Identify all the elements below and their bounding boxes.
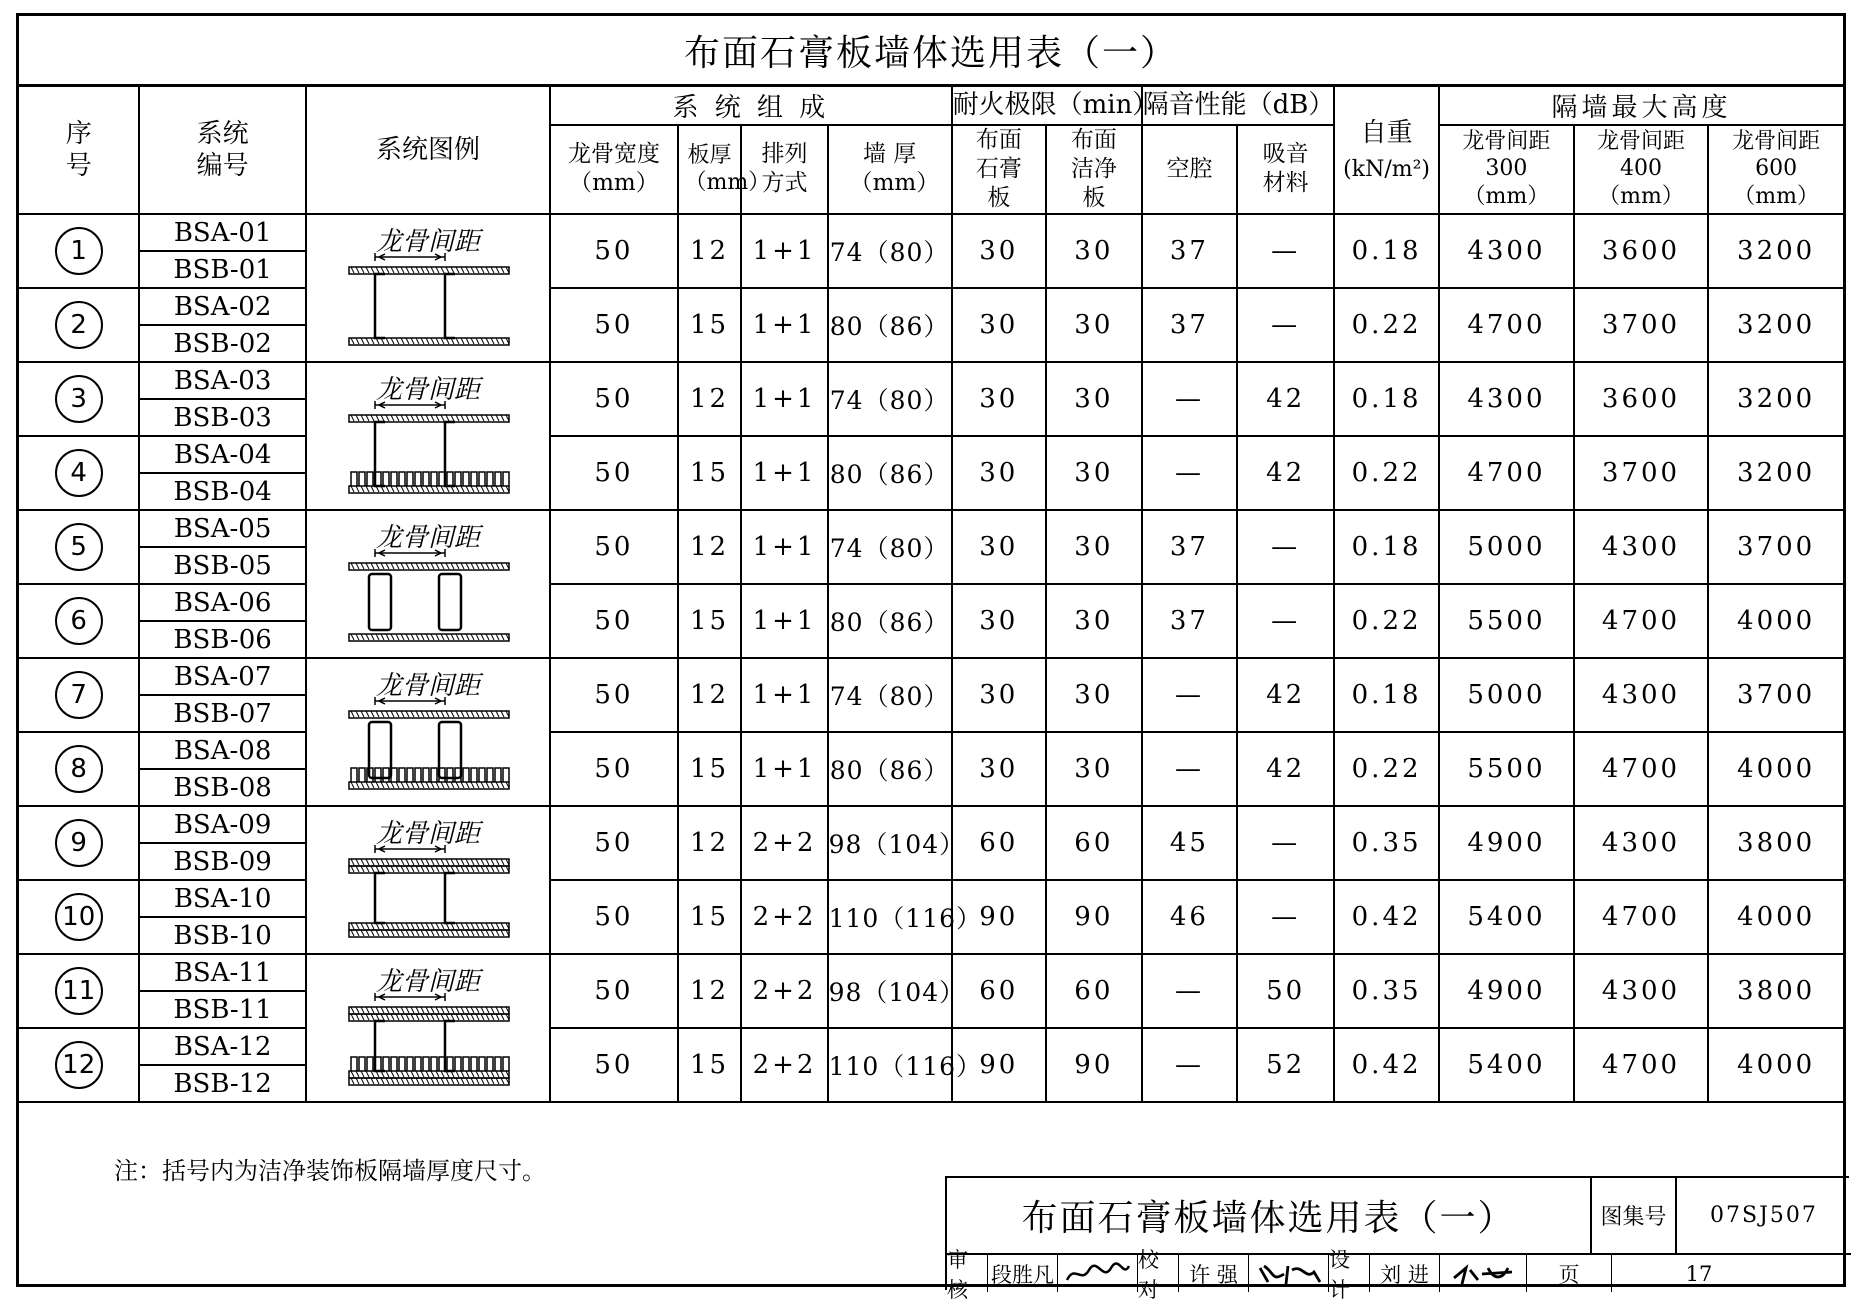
cell-arr: 2+2 [741,806,827,880]
cell-arr: 1+1 [741,288,827,362]
header-wall-thickness: 墙 厚（mm） [828,125,952,214]
cell-keel: 50 [550,732,677,806]
system-code-a: BSA-03 [139,362,305,399]
cell-h600: 3800 [1708,954,1843,1028]
check-label: 校对 [1138,1255,1179,1292]
seq-circle: 10 [55,893,103,941]
system-code-b: BSB-02 [139,325,305,362]
cell-cavity: 37 [1142,510,1238,584]
header-h600: 龙骨间距600（mm） [1708,125,1843,214]
cell-wall: 110（116） [828,880,952,954]
cell-absorb: — [1237,880,1334,954]
cell-h600: 3800 [1708,806,1843,880]
system-code-b: BSB-09 [139,843,305,880]
cell-weight: 0.42 [1334,880,1439,954]
cell-fire2: 30 [1046,658,1142,732]
cell-h400: 3600 [1574,362,1709,436]
cell-absorb: 42 [1237,436,1334,510]
header-max-height: 隔墙最大高度 [1439,86,1843,125]
cell-fire2: 30 [1046,436,1142,510]
cell-h600: 3200 [1708,362,1843,436]
cell-weight: 0.35 [1334,806,1439,880]
header-h400: 龙骨间距400（mm） [1574,125,1709,214]
cell-cavity: — [1142,1028,1238,1102]
seq-circle: 5 [55,523,103,571]
cell-h600: 3200 [1708,288,1843,362]
cell-keel: 50 [550,658,677,732]
cell-fire1: 90 [952,1028,1046,1102]
cell-absorb: 50 [1237,954,1334,1028]
cell-weight: 0.22 [1334,436,1439,510]
system-code-b: BSB-06 [139,621,305,658]
table-row [19,1028,1843,1065]
cell-h600: 4000 [1708,584,1843,658]
cell-h300: 4300 [1439,214,1574,288]
reviewer-signature [1058,1255,1138,1292]
cell-cavity: 37 [1142,584,1238,658]
system-code-a: BSA-01 [139,214,305,251]
cell-keel: 50 [550,362,677,436]
cell-h300: 4300 [1439,362,1574,436]
seq-circle: 7 [55,671,103,719]
weight-unit: (kN/m²) [1343,156,1431,182]
table-row [19,732,1843,769]
seq-circle: 11 [55,967,103,1015]
system-code-b: BSB-07 [139,695,305,732]
cell-wall: 80（86） [828,288,952,362]
table-row [19,954,1843,991]
cell-arr: 2+2 [741,1028,827,1102]
cell-weight: 0.35 [1334,954,1439,1028]
cell-cavity: — [1142,954,1238,1028]
header-sound: 隔音性能（dB） [1142,86,1334,125]
cell-arr: 1+1 [741,362,827,436]
system-code-a: BSA-05 [139,510,305,547]
cell-h300: 5500 [1439,732,1574,806]
seq-circle: 6 [55,597,103,645]
header-sound-cavity: 空腔 [1142,125,1238,214]
cell-h300: 5500 [1439,584,1574,658]
cell-fire1: 90 [952,880,1046,954]
cell-fire1: 60 [952,954,1046,1028]
cell-absorb: — [1237,584,1334,658]
cell-fire1: 30 [952,436,1046,510]
cell-weight: 0.18 [1334,510,1439,584]
cell-wall: 98（104） [828,806,952,880]
system-code-a: BSA-02 [139,288,305,325]
cell-keel: 50 [550,880,677,954]
seq-cell [19,510,139,584]
cell-board: 15 [678,880,742,954]
keel-spacing-label: 龙骨间距 [376,819,481,849]
cell-weight: 0.18 [1334,214,1439,288]
cell-keel: 50 [550,954,677,1028]
seq-cell [19,1028,139,1102]
review-label: 审核 [947,1255,988,1292]
cell-board: 15 [678,288,742,362]
system-code-b: BSB-01 [139,251,305,288]
cell-h600: 3700 [1708,510,1843,584]
header-fire-clean: 布面洁净板 [1046,125,1142,214]
cell-cavity: 37 [1142,214,1238,288]
cell-arr: 2+2 [741,880,827,954]
cell-weight: 0.42 [1334,1028,1439,1102]
system-code-a: BSA-12 [139,1028,305,1065]
cell-h300: 5400 [1439,880,1574,954]
cell-keel: 50 [550,214,677,288]
cell-fire1: 30 [952,214,1046,288]
cell-fire2: 90 [1046,1028,1142,1102]
keel-spacing-label: 龙骨间距 [376,375,481,405]
footnote: 注：括号内为洁净装饰板隔墙厚度尺寸。 [114,1157,546,1185]
cell-h400: 4300 [1574,806,1709,880]
table-row [19,584,1843,621]
cell-weight: 0.18 [1334,362,1439,436]
cell-h400: 3700 [1574,288,1709,362]
cell-cavity: 46 [1142,880,1238,954]
cell-h400: 4700 [1574,1028,1709,1102]
cell-board: 12 [678,954,742,1028]
seq-cell [19,954,139,1028]
cell-board: 15 [678,1028,742,1102]
cell-wall: 110（116） [828,1028,952,1102]
seq-cell [19,584,139,658]
system-code-a: BSA-09 [139,806,305,843]
cell-fire2: 30 [1046,214,1142,288]
system-code-a: BSA-04 [139,436,305,473]
seq-cell [19,288,139,362]
cell-cavity: — [1142,436,1238,510]
cell-fire1: 30 [952,732,1046,806]
cell-h300: 5000 [1439,658,1574,732]
system-code-a: BSA-07 [139,658,305,695]
header-composition: 系 统 组 成 [550,86,951,125]
system-diagram-cell [306,362,550,510]
cell-cavity: — [1142,732,1238,806]
system-code-a: BSA-10 [139,880,305,917]
cell-wall: 74（80） [828,362,952,436]
cell-arr: 2+2 [741,954,827,1028]
cell-board: 12 [678,214,742,288]
reviewer-name: 段胜凡 [988,1255,1058,1292]
cell-h300: 4900 [1439,806,1574,880]
cell-keel: 50 [550,436,677,510]
cell-h400: 4700 [1574,584,1709,658]
cell-h600: 3200 [1708,214,1843,288]
table-row [19,214,1843,251]
cell-weight: 0.18 [1334,658,1439,732]
seq-circle: 4 [55,449,103,497]
title-block-title: 布面石膏板墙体选用表（一） [947,1178,1592,1255]
cell-h600: 4000 [1708,732,1843,806]
seq-cell [19,362,139,436]
cell-h300: 4900 [1439,954,1574,1028]
cell-fire1: 30 [952,584,1046,658]
cell-arr: 1+1 [741,584,827,658]
cell-fire2: 30 [1046,510,1142,584]
system-code-a: BSA-06 [139,584,305,621]
table-row [19,510,1843,547]
header-seq: 序号 [19,86,139,214]
system-code-b: BSB-04 [139,473,305,510]
cell-h400: 4300 [1574,658,1709,732]
cell-absorb: — [1237,806,1334,880]
cell-fire2: 30 [1046,288,1142,362]
table-row [19,880,1843,917]
header-system-code: 系统编号 [139,86,305,214]
cell-fire1: 30 [952,362,1046,436]
seq-circle: 3 [55,375,103,423]
cell-h400: 3700 [1574,436,1709,510]
system-diagram-cell [306,510,550,658]
cell-h600: 3700 [1708,658,1843,732]
cell-arr: 1+1 [741,658,827,732]
keel-spacing-label: 龙骨间距 [376,227,481,257]
cell-wall: 74（80） [828,510,952,584]
checker-name: 许 强 [1179,1255,1249,1292]
cell-h300: 5000 [1439,510,1574,584]
table-row [19,658,1843,695]
cell-h400: 4700 [1574,880,1709,954]
cell-fire1: 30 [952,510,1046,584]
seq-cell [19,436,139,510]
cell-wall: 80（86） [828,584,952,658]
cell-cavity: 37 [1142,288,1238,362]
cell-absorb: — [1237,510,1334,584]
system-code-a: BSA-11 [139,954,305,991]
keel-spacing-label: 龙骨间距 [376,671,481,701]
cell-h300: 5400 [1439,1028,1574,1102]
system-code-b: BSB-03 [139,399,305,436]
cell-cavity: — [1142,362,1238,436]
cell-wall: 80（86） [828,732,952,806]
cell-board: 15 [678,436,742,510]
wall-selection-table [19,85,1843,1103]
cell-arr: 1+1 [741,436,827,510]
cell-h300: 4700 [1439,288,1574,362]
cell-wall: 74（80） [828,658,952,732]
page-number: 17 [1685,1261,1713,1286]
keel-spacing-label: 龙骨间距 [376,523,481,553]
seq-cell [19,732,139,806]
cell-weight: 0.22 [1334,732,1439,806]
header-h300: 龙骨间距300（mm） [1439,125,1574,214]
table-row [19,362,1843,399]
cell-cavity: — [1142,658,1238,732]
seq-circle: 8 [55,745,103,793]
header-sound-absorb: 吸音材料 [1237,125,1334,214]
seq-circle: 2 [55,301,103,349]
cell-board: 12 [678,806,742,880]
title-block [945,1176,1849,1302]
cell-arr: 1+1 [741,214,827,288]
cell-fire1: 30 [952,658,1046,732]
cell-keel: 50 [550,806,677,880]
cell-keel: 50 [550,288,677,362]
seq-cell [19,214,139,288]
cell-fire2: 90 [1046,880,1142,954]
checker-signature [1249,1255,1329,1292]
cell-absorb: 42 [1237,362,1334,436]
table-row [19,806,1843,843]
header-system-diagram: 系统图例 [306,86,550,214]
cell-wall: 80（86） [828,436,952,510]
cell-cavity: 45 [1142,806,1238,880]
system-code-b: BSB-08 [139,769,305,806]
designer-signature [1440,1255,1527,1292]
cell-board: 15 [678,732,742,806]
system-code-b: BSB-05 [139,547,305,584]
cell-h600: 4000 [1708,1028,1843,1102]
cell-h400: 3600 [1574,214,1709,288]
cell-h600: 4000 [1708,880,1843,954]
cell-weight: 0.22 [1334,584,1439,658]
atlas-label: 图集号 [1592,1178,1677,1255]
cell-absorb: 52 [1237,1028,1334,1102]
cell-wall: 74（80） [828,214,952,288]
cell-absorb: 42 [1237,658,1334,732]
page-title: 布面石膏板墙体选用表（一） [19,16,1843,86]
seq-cell [19,658,139,732]
cell-absorb: — [1237,288,1334,362]
cell-fire1: 60 [952,806,1046,880]
seq-cell [19,880,139,954]
atlas-number: 07SJ507 [1677,1178,1851,1255]
seq-cell [19,806,139,880]
cell-fire1: 30 [952,288,1046,362]
system-diagram-cell [306,954,550,1102]
header-arrangement: 排列方式 [741,125,827,214]
system-diagram-cell [306,658,550,806]
header-fire-limit: 耐火极限（min） [952,86,1142,125]
cell-fire2: 30 [1046,732,1142,806]
header-board-thickness: 板厚（mm） [678,125,742,214]
cell-board: 12 [678,362,742,436]
system-code-a: BSA-08 [139,732,305,769]
header-weight [1334,86,1439,214]
design-label: 设计 [1329,1255,1370,1292]
cell-absorb: 42 [1237,732,1334,806]
cell-h400: 4700 [1574,732,1709,806]
system-code-b: BSB-12 [139,1065,305,1102]
cell-h400: 4300 [1574,954,1709,1028]
cell-keel: 50 [550,584,677,658]
header-keel-width: 龙骨宽度（mm） [550,125,677,214]
page-label: 页 [1527,1255,1612,1292]
system-code-b: BSB-11 [139,991,305,1028]
cell-fire2: 60 [1046,806,1142,880]
cell-absorb: — [1237,214,1334,288]
cell-board: 12 [678,658,742,732]
cell-fire2: 30 [1046,584,1142,658]
cell-keel: 50 [550,510,677,584]
weight-label: 自重 [1360,118,1413,148]
header-fire-gypsum: 布面石膏板 [952,125,1046,214]
cell-wall: 98（104） [828,954,952,1028]
designer-name: 刘 进 [1370,1255,1440,1292]
cell-board: 12 [678,510,742,584]
seq-circle: 12 [55,1041,103,1089]
cell-weight: 0.22 [1334,288,1439,362]
table-row [19,288,1843,325]
cell-keel: 50 [550,1028,677,1102]
system-diagram-cell [306,806,550,954]
cell-h600: 3200 [1708,436,1843,510]
keel-spacing-label: 龙骨间距 [376,967,481,997]
system-code-b: BSB-10 [139,917,305,954]
drawing-sheet [16,13,1846,1302]
cell-h400: 4300 [1574,510,1709,584]
seq-circle: 9 [55,819,103,867]
table-row [19,436,1843,473]
system-diagram-cell [306,214,550,362]
cell-arr: 1+1 [741,510,827,584]
cell-fire2: 30 [1046,362,1142,436]
cell-h300: 4700 [1439,436,1574,510]
cell-fire2: 60 [1046,954,1142,1028]
signature-row [947,1247,1851,1302]
cell-arr: 1+1 [741,732,827,806]
cell-board: 15 [678,584,742,658]
seq-circle: 1 [55,227,103,275]
